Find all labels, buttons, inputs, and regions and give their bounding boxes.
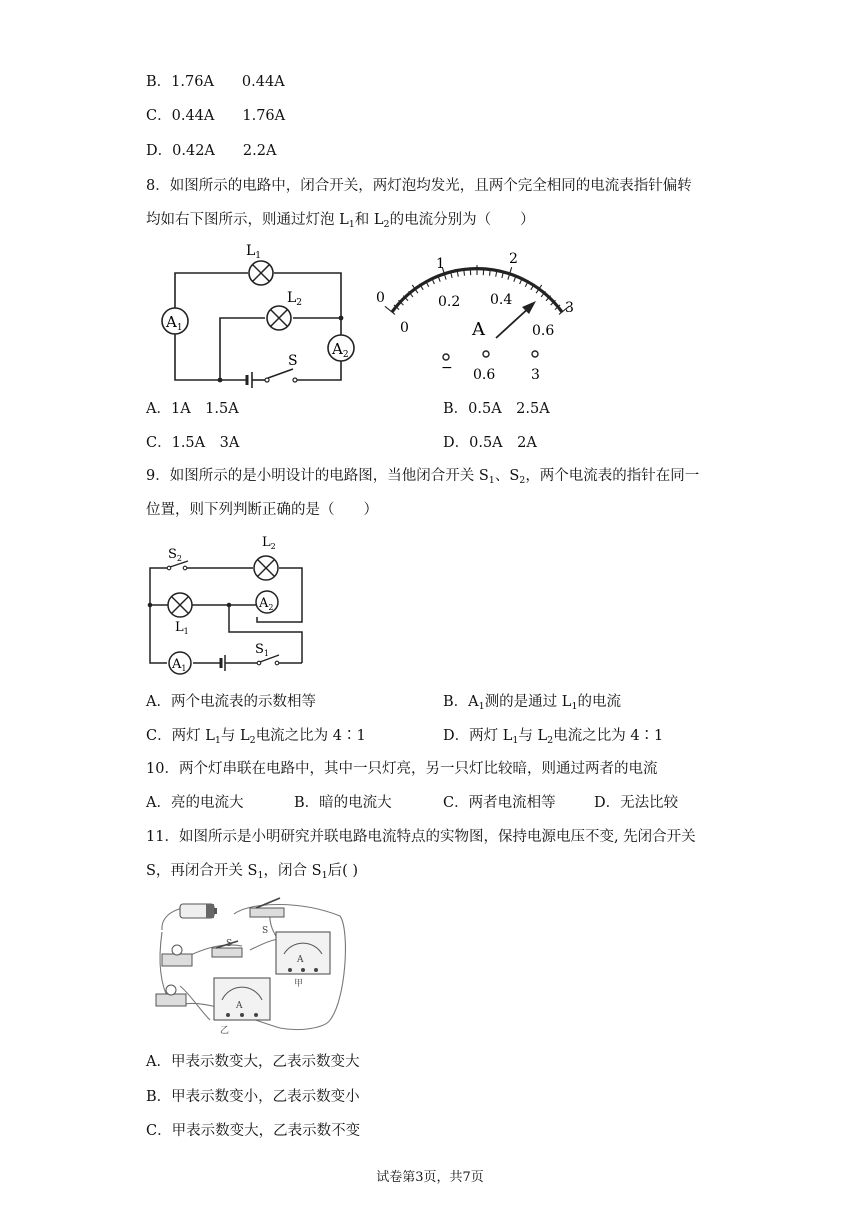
q7-option-d: D．0.42A 2.2A bbox=[146, 143, 277, 159]
q11-option-a: A．甲表示数变大，乙表示数变大 bbox=[146, 1054, 360, 1070]
meter-yi-unit: A bbox=[236, 1001, 243, 1011]
page-footer: 试卷第3页，共7页 bbox=[376, 1170, 484, 1185]
lamp-2-icon bbox=[156, 985, 186, 1006]
q8-s-label: S bbox=[288, 353, 298, 369]
q8-lamp-l2 bbox=[267, 306, 291, 330]
q9-a2-label: $A_2$ bbox=[259, 596, 274, 612]
q8-l2-label: $L_2$ bbox=[287, 290, 303, 308]
q8-option-b: B．0.5A 2.5A bbox=[443, 401, 550, 417]
q8-ammeter-dial bbox=[372, 246, 582, 386]
q9-option-c: C．两灯 $L_1$与 $L_2$电流之比为 4∶1 bbox=[146, 728, 366, 746]
lamp-1-icon bbox=[162, 945, 192, 966]
dial-outer-1: 1 bbox=[436, 256, 445, 272]
q7-option-c: C．0.44A 1.76A bbox=[146, 108, 286, 124]
q9-option-a: A．两个电流表的示数相等 bbox=[146, 694, 316, 710]
q11-option-c: C．甲表示数变大，乙表示数不变 bbox=[146, 1123, 361, 1139]
q8-lamp-l1 bbox=[249, 261, 273, 285]
q11-option-b: B．甲表示数变小，乙表示数变小 bbox=[146, 1089, 360, 1105]
ammeter-yi-icon bbox=[214, 978, 270, 1020]
q9-lamp-l2 bbox=[254, 556, 278, 580]
q9-s2-label: $S_2$ bbox=[168, 547, 182, 563]
q10-option-c: C．两者电流相等 bbox=[443, 795, 556, 811]
q11-stem-line2: S，再闭合开关 $S_1$，闭合 $S_1$后( ) bbox=[146, 863, 359, 881]
dial-outer-0: 0 bbox=[376, 290, 385, 306]
q8-a1-label: $A_1$ bbox=[166, 313, 183, 333]
q8-option-d: D．0.5A 2A bbox=[443, 435, 537, 451]
dial-inner-0: 0 bbox=[400, 320, 409, 336]
q8-stem-line2: 均如右下图所示，则通过灯泡 $L_1$和 $L_2$的电流分别为（ ） bbox=[146, 212, 535, 230]
q11-stem-line1: 11．如图所示是小明研究并联电路电流特点的实物图，保持电源电压不变, 先闭合开关 bbox=[146, 829, 696, 845]
q11-label-s-top: S bbox=[262, 926, 269, 936]
q8-circuit-diagram bbox=[150, 238, 370, 388]
q8-a2-label: $A_2$ bbox=[332, 340, 349, 360]
q9-stem-line2: 位置，则下列判断正确的是（ ） bbox=[146, 502, 378, 518]
dial-inner-02: 0.2 bbox=[438, 294, 461, 310]
q8-l1-label: $L_1$ bbox=[246, 243, 262, 261]
dial-inner-04: 0.4 bbox=[490, 292, 513, 308]
q10-option-a: A．亮的电流大 bbox=[146, 795, 244, 811]
q9-option-b: B．$A_1$测的是通过 $L_1$的电流 bbox=[443, 694, 621, 712]
dial-unit: A bbox=[472, 319, 485, 340]
q11-label-yi: 乙 bbox=[220, 1026, 230, 1035]
q7-option-b: B．1.76A 0.44A bbox=[146, 74, 285, 90]
terminal-06-label: 0.6 bbox=[473, 367, 496, 383]
q8-stem-line1: 8．如图所示的电路中，闭合开关，两灯泡均发光，且两个完全相同的电流表指针偏转 bbox=[146, 178, 692, 194]
q10-option-b: B．暗的电流大 bbox=[294, 795, 392, 811]
terminal-3-icon bbox=[532, 351, 538, 357]
terminal-minus-label: − bbox=[441, 360, 453, 376]
terminal-06-icon bbox=[483, 351, 489, 357]
q11-apparatus-sketch bbox=[150, 890, 350, 1035]
q9-s1-label: $S_1$ bbox=[255, 642, 269, 658]
q9-l1-label: $L_1$ bbox=[175, 620, 189, 636]
switch-s-top-icon bbox=[250, 898, 284, 917]
dial-needle bbox=[496, 306, 531, 338]
battery-icon bbox=[180, 904, 217, 918]
q11-label-s-mid: S bbox=[226, 939, 233, 949]
ammeter-jia-icon bbox=[276, 932, 330, 974]
q10-option-d: D．无法比较 bbox=[594, 795, 679, 811]
q9-option-d: D．两灯 $L_1$与 $L_2$电流之比为 4∶1 bbox=[443, 728, 664, 746]
q8-option-c: C．1.5A 3A bbox=[146, 435, 240, 451]
dial-outer-2: 2 bbox=[509, 251, 518, 267]
meter-jia-unit: A bbox=[297, 955, 304, 965]
q9-circuit-diagram bbox=[145, 530, 315, 680]
q10-stem: 10．两个灯串联在电路中，其中一只灯亮，另一只灯比较暗，则通过两者的电流 bbox=[146, 761, 658, 777]
q9-lamp-l1 bbox=[168, 593, 192, 617]
terminal-3-label: 3 bbox=[531, 367, 540, 383]
dial-inner-06: 0.6 bbox=[532, 323, 555, 339]
q8-option-a: A．1A 1.5A bbox=[146, 401, 239, 417]
q11-label-jia: 甲 bbox=[294, 979, 304, 989]
q9-a1-label: $A_1$ bbox=[172, 657, 187, 673]
q9-l2-label: $L_2$ bbox=[262, 535, 276, 551]
dial-outer-3: 3 bbox=[565, 300, 574, 316]
q9-stem-line1: 9．如图所示的是小明设计的电路图，当他闭合开关 $S_1$、$S_2$，两个电流表的指针在同一 bbox=[146, 468, 700, 486]
